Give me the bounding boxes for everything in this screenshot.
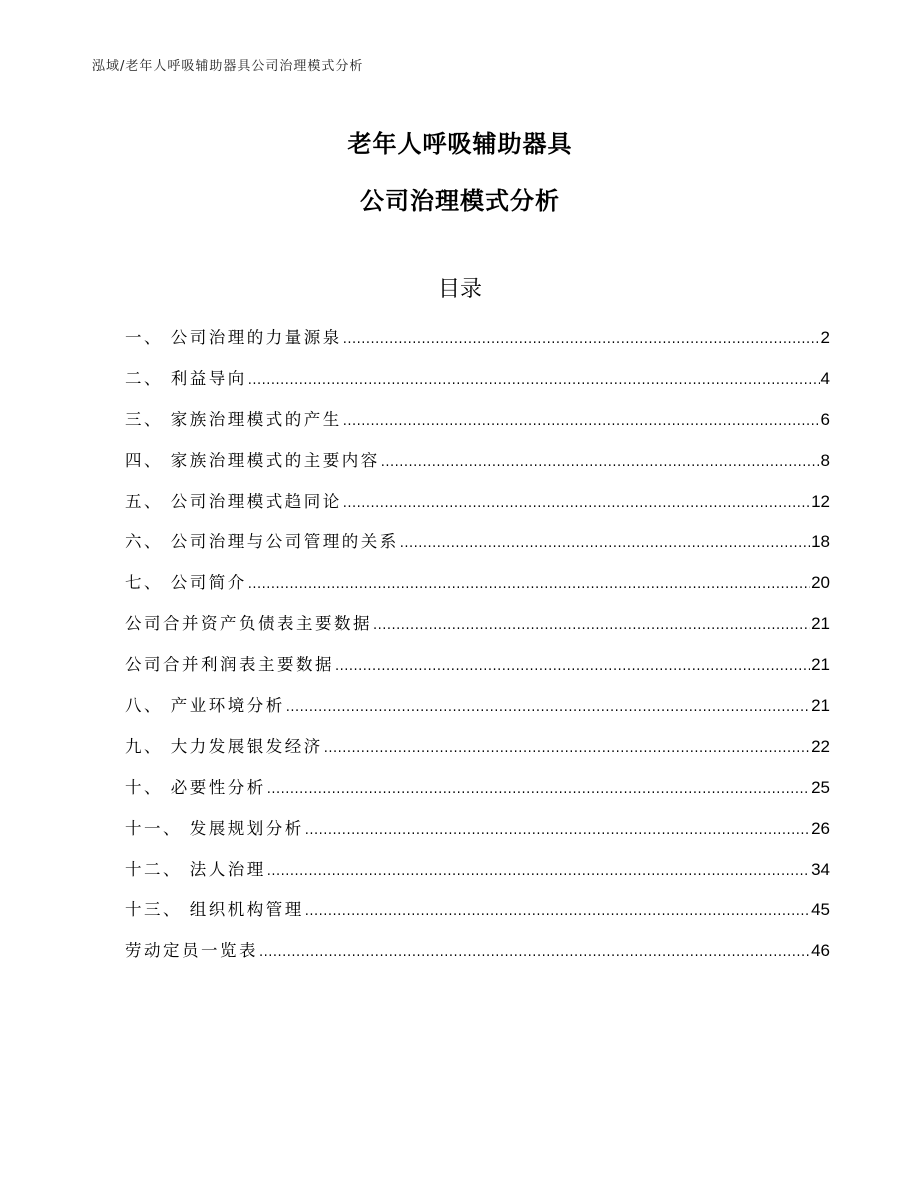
- toc-entry-page: 2: [820, 328, 830, 347]
- toc-entry[interactable]: [125, 733, 830, 774]
- toc-dot-leader: [335, 659, 810, 674]
- toc-entry-label: 十三、 组织机构管理: [125, 900, 304, 920]
- toc-entry-page: 21: [811, 696, 830, 716]
- toc-dot-leader: [373, 618, 810, 633]
- toc-dot-leader: [305, 904, 810, 919]
- table-of-contents: [125, 324, 830, 978]
- toc-entry-label: 十、 必要性分析: [125, 777, 266, 797]
- toc-entry-label: 二、 利益导向: [125, 368, 247, 388]
- toc-entry-label: 六、 公司治理与公司管理的关系: [125, 532, 399, 552]
- toc-entry-page: 45: [811, 900, 830, 920]
- toc-dot-leader: [324, 741, 810, 756]
- toc-entry-page: 46: [811, 941, 830, 961]
- toc-entry-label: 七、 公司简介: [125, 573, 247, 593]
- toc-dot-leader: [343, 414, 820, 429]
- document-title-line-1: 老年人呼吸辅助器具: [347, 130, 573, 158]
- toc-entry[interactable]: [125, 856, 830, 897]
- toc-entry-page: 6: [820, 409, 830, 429]
- toc-dot-leader: [305, 823, 810, 838]
- toc-entry-page: 21: [811, 614, 830, 634]
- toc-entry[interactable]: [125, 365, 830, 406]
- toc-entry-page: 4: [820, 368, 830, 388]
- toc-entry-page: 18: [811, 532, 830, 552]
- toc-entry[interactable]: [125, 937, 830, 978]
- toc-entry[interactable]: [125, 569, 830, 610]
- toc-entry-label: 劳动定员一览表: [125, 941, 258, 961]
- toc-entry-page: 21: [811, 655, 830, 675]
- toc-entry-label: 公司合并利润表主要数据: [125, 655, 334, 675]
- toc-entry-page: 20: [811, 573, 830, 593]
- toc-entry-page: 26: [811, 818, 830, 838]
- toc-entry-label: 十一、 发展规划分析: [125, 818, 304, 838]
- toc-dot-leader: [267, 782, 810, 797]
- toc-entry[interactable]: [125, 692, 830, 733]
- toc-entry[interactable]: [125, 610, 830, 651]
- toc-dot-leader: [343, 496, 810, 511]
- toc-entry-page: 25: [811, 777, 830, 797]
- toc-dot-leader: [248, 373, 820, 388]
- document-title-line-2: 公司治理模式分析: [360, 187, 560, 215]
- toc-entry-label: 五、 公司治理模式趋同论: [125, 491, 342, 511]
- toc-entry[interactable]: [125, 815, 830, 856]
- toc-entry[interactable]: [125, 896, 830, 937]
- toc-entry[interactable]: [125, 651, 830, 692]
- toc-dot-leader: [343, 332, 820, 347]
- toc-dot-leader: [267, 864, 810, 879]
- running-header: 泓域/老年人呼吸辅助器具公司治理模式分析: [92, 59, 364, 74]
- toc-entry-label: 公司合并资产负债表主要数据: [125, 614, 372, 634]
- toc-dot-leader: [400, 536, 810, 551]
- toc-entry-page: 34: [811, 859, 830, 879]
- toc-entry-label: 三、 家族治理模式的产生: [125, 409, 342, 429]
- toc-dot-leader: [381, 455, 820, 470]
- toc-entry[interactable]: [125, 447, 830, 488]
- toc-entry-label: 一、 公司治理的力量源泉: [125, 328, 342, 347]
- toc-entry-page: 8: [820, 450, 830, 470]
- toc-entry-label: 四、 家族治理模式的主要内容: [125, 450, 380, 470]
- toc-entry-label: 九、 大力发展银发经济: [125, 736, 323, 756]
- toc-entry[interactable]: [125, 488, 830, 529]
- toc-entry-page: 22: [811, 736, 830, 756]
- toc-dot-leader: [248, 577, 810, 592]
- toc-entry-label: 十二、 法人治理: [125, 859, 266, 879]
- toc-entry[interactable]: [125, 406, 830, 447]
- toc-entry-label: 八、 产业环境分析: [125, 696, 285, 716]
- toc-dot-leader: [286, 700, 810, 715]
- toc-dot-leader: [259, 945, 810, 960]
- toc-entry[interactable]: [125, 324, 830, 365]
- toc-entry-page: 12: [811, 491, 830, 511]
- toc-entry[interactable]: [125, 528, 830, 569]
- toc-entry[interactable]: [125, 774, 830, 815]
- toc-heading: 目录: [437, 277, 482, 302]
